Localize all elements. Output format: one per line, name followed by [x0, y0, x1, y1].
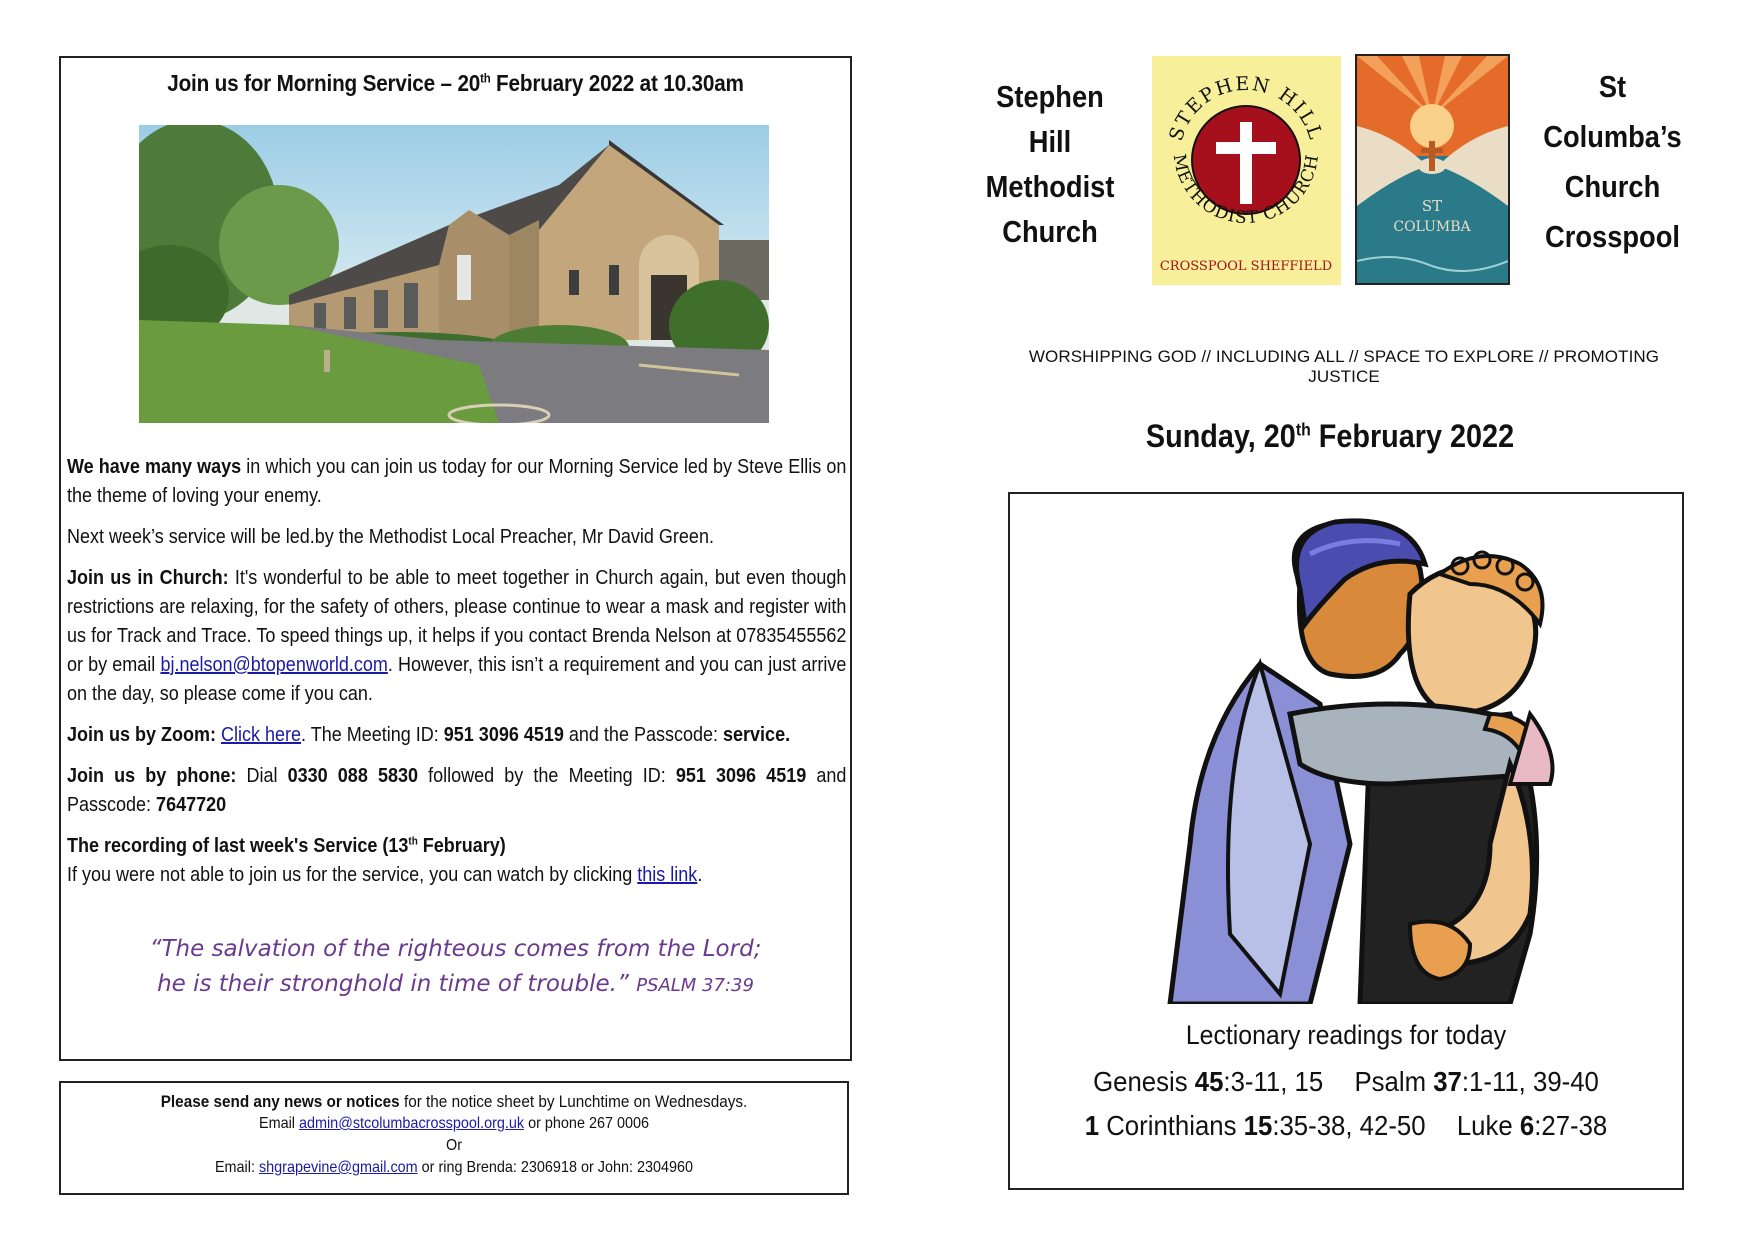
st-columba-banner	[1355, 54, 1510, 285]
recording-paragraph: The recording of last week's Service (13th February) If you were not able to join us for the service, you can watch by clicking this link.	[67, 835, 703, 886]
church-paragraph: Join us in Church: It's wonderful to be able to meet together in Church again, but even though restrictions are relaxing, for the safety of others, please continue to wear a mask and register with us for Track and Trace. To speed things up, it helps if you contact Brenda Nelson at 07835455562 or by email bj.nelson@btopenworld.com. However, this isn’t a requirement and you can just arrive on the day, so please come if you can.	[67, 567, 847, 705]
zoom-click-here-link[interactable]: Click here	[221, 724, 302, 746]
svg-text:ST: ST	[1421, 197, 1443, 215]
notice-or: Or	[445, 1137, 463, 1154]
admin-email-link[interactable]: admin@stcolumbacrosspool.org.uk	[298, 1115, 525, 1132]
reading-line-1	[1037, 1066, 1655, 1098]
reading-luke: Luke 6:27-38	[1456, 1110, 1608, 1141]
date-heading: Sunday, 20th February 2022	[1145, 418, 1515, 454]
svg-text:CROSSPOOL SHEFFIELD: CROSSPOOL SHEFFIELD	[1159, 259, 1333, 274]
svg-text:STEPHEN HILL: STEPHEN HILL	[1164, 72, 1328, 144]
quote-reference: PSALM 37:39	[636, 975, 754, 996]
svg-text:COLUMBA: COLUMBA	[1393, 219, 1471, 235]
stephen-hill-church-name: Stephen Hill Methodist Church	[985, 79, 1115, 249]
service-info-panel	[59, 56, 852, 1061]
lectionary-title: Lectionary readings for today	[1185, 1020, 1507, 1050]
reading-psalm: Psalm 37:1-11, 39-40	[1354, 1066, 1599, 1097]
reading-genesis: Genesis 45:3-11, 15	[1093, 1066, 1324, 1097]
church-building-photo	[139, 125, 769, 423]
zoom-paragraph: Join us by Zoom: Click here. The Meeting ID: 951 3096 4519 and the Passcode: service.	[67, 724, 791, 746]
stephen-hill-logo	[1152, 56, 1341, 285]
notice-line: Please send any news or notices for the notice sheet by Lunchtime on Wednesdays.	[160, 1092, 748, 1111]
psalm-quote: “The salvation of the righteous comes from the Lord; he is their stronghold in time of trouble.” PSALM 37:39	[149, 936, 762, 997]
reading-corinthians: 1 Corinthians 15:35-38, 42-50	[1084, 1110, 1426, 1141]
grapevine-email-link[interactable]: shgrapevine@gmail.com	[258, 1159, 418, 1176]
phone-paragraph: Join us by phone: Dial 0330 088 5830 followed by the Meeting ID: 951 3096 4519 and Passcode: 7647720	[67, 765, 847, 816]
brenda-email-link[interactable]: bj.nelson@btopenworld.com	[160, 654, 388, 676]
recording-link[interactable]: this link	[637, 864, 698, 886]
reading-line-2	[1037, 1110, 1655, 1142]
notice-box	[59, 1081, 849, 1195]
notice-email-line: Email admin@stcolumbacrosspool.org.uk or phone 267 0006	[258, 1115, 650, 1132]
next-week-paragraph: Next week’s service will be led.by the Methodist Local Preacher, Mr David Green.	[67, 526, 714, 548]
lectionary-box	[1008, 492, 1684, 1190]
notice-grapevine-line: Email: shgrapevine@gmail.com or ring Brenda: 2306918 or John: 2304960	[214, 1159, 694, 1176]
tagline: WORSHIPPING GOD // INCLUDING ALL // SPACE TO EXPLORE // PROMOTING JUSTICE	[1028, 347, 1660, 386]
service-title: Join us for Morning Service – 20th February 2022 at 10.30am	[167, 70, 744, 96]
embrace-illustration	[1110, 514, 1580, 1009]
intro-paragraph: We have many ways in which you can join us today for our Morning Service led by Steve Ellis on the theme of loving your enemy.	[67, 456, 847, 507]
service-details	[67, 453, 846, 890]
st-columba-church-name: St Columba’s Church Crosspool	[1543, 69, 1682, 254]
svg-text:METHODIST CHURCH: METHODIST CHURCH	[1168, 152, 1324, 229]
